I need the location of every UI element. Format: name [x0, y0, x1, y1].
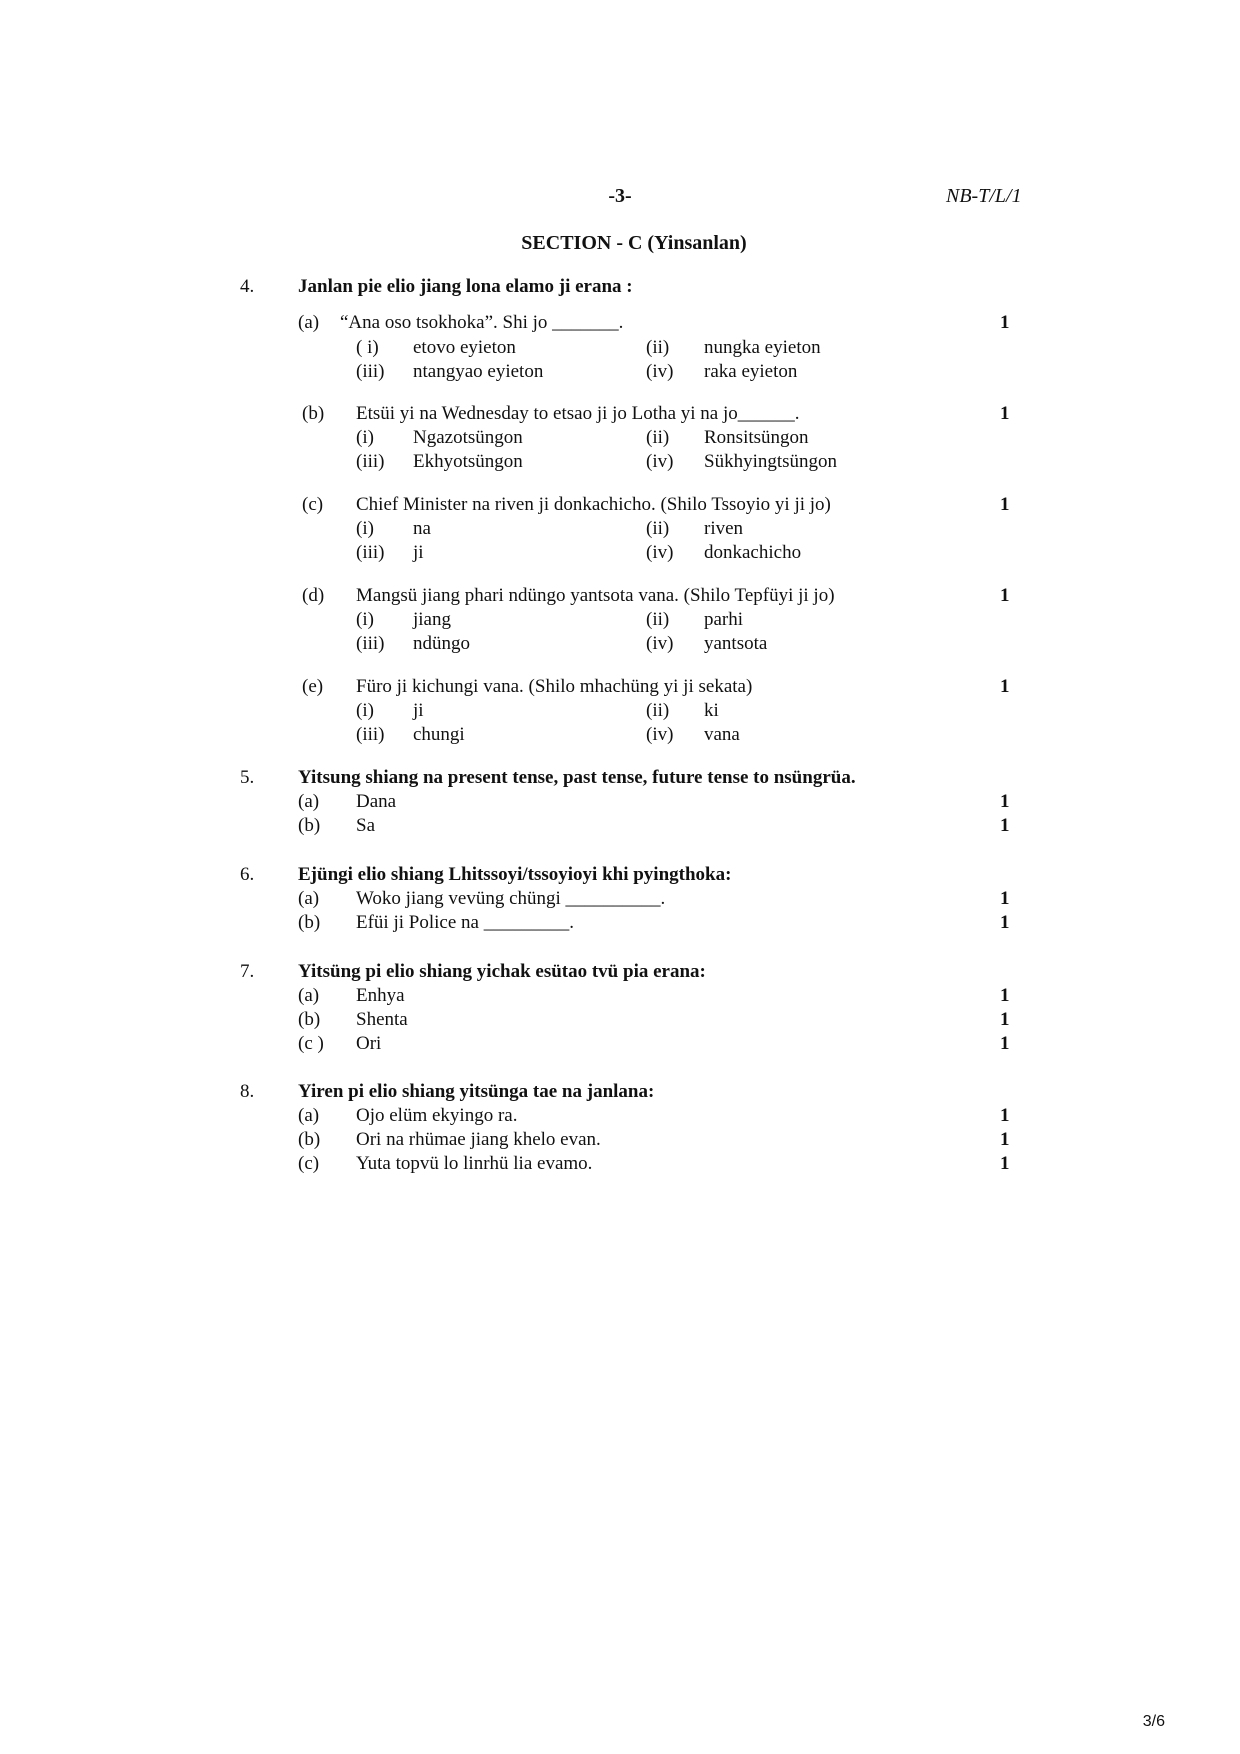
q4e-opt3-label: (iii) [356, 724, 385, 745]
q6a-label: (a) [298, 888, 320, 909]
q4e-opt1-label: (i) [356, 700, 374, 721]
q5b-marks: 1 [1000, 815, 1010, 836]
q4-prompt: Janlan pie elio jiang lona elamo ji erana : [298, 276, 633, 297]
q4e-opt4-label: (iv) [646, 724, 674, 745]
q4c-question: Chief Minister na riven ji donkachicho. (Shilo Tssoyio yi ji jo) [356, 494, 831, 515]
q4c-label: (c) [302, 494, 324, 515]
q5-number: 5. [240, 767, 255, 788]
q4e-opt2-text: ki [704, 700, 719, 721]
q4b-opt4-text: Sükhyingtsüngon [704, 451, 838, 472]
q4a-opt4-label: (iv) [646, 361, 674, 382]
q4c-opt1-text: na [413, 518, 431, 539]
q7-number: 7. [240, 961, 255, 982]
q7-prompt: Yitsüng pi elio shiang yichak esütao tvü pia erana: [298, 961, 706, 982]
q5a-marks: 1 [1000, 791, 1010, 812]
q6a-marks: 1 [1000, 888, 1010, 909]
q4a-opt1-label: ( i) [356, 337, 379, 358]
q4d-opt4-label: (iv) [646, 633, 674, 654]
q4c-opt2-text: riven [704, 518, 744, 539]
q4a-question: “Ana oso tsokhoka”. Shi jo _______. [340, 312, 624, 333]
q7c-label: (c ) [298, 1033, 324, 1054]
q4d-opt1-label: (i) [356, 609, 374, 630]
q4d-marks: 1 [1000, 585, 1010, 606]
q4e-label: (e) [302, 676, 324, 697]
q4e-opt4-text: vana [704, 724, 740, 745]
q6a-text: Woko jiang vevüng chüngi __________. [356, 888, 666, 909]
q6b-text: Efüi ji Police na _________. [356, 912, 574, 933]
q4b-question: Etsüi yi na Wednesday to etsao ji jo Lotha yi na jo______. [356, 403, 800, 424]
section-title: SECTION - C (Yinsanlan) [521, 232, 747, 254]
q4c-opt3-text: ji [413, 542, 424, 563]
q5b-text: Sa [356, 815, 375, 836]
q4c-opt4-label: (iv) [646, 542, 674, 563]
q4e-marks: 1 [1000, 676, 1010, 697]
q6b-label: (b) [298, 912, 321, 933]
q4a-label: (a) [298, 312, 320, 333]
q4a-opt3-text: ntangyao eyieton [413, 361, 544, 382]
q4a-marks: 1 [1000, 312, 1010, 333]
q4-number: 4. [240, 276, 255, 297]
q8b-label: (b) [298, 1129, 321, 1150]
q4a-opt3-label: (iii) [356, 361, 385, 382]
q7b-label: (b) [298, 1009, 321, 1030]
q7b-marks: 1 [1000, 1009, 1010, 1030]
q4d-opt4-text: yantsota [704, 633, 768, 654]
q4b-opt4-label: (iv) [646, 451, 674, 472]
q8c-label: (c) [298, 1153, 320, 1174]
q4d-opt2-label: (ii) [646, 609, 670, 630]
q5b-label: (b) [298, 815, 321, 836]
q4c-opt2-label: (ii) [646, 518, 670, 539]
q4d-opt3-label: (iii) [356, 633, 385, 654]
q4b-opt2-label: (ii) [646, 427, 670, 448]
q8a-text: Ojo elüm ekyingo ra. [356, 1105, 518, 1126]
q8c-marks: 1 [1000, 1153, 1010, 1174]
q8b-marks: 1 [1000, 1129, 1010, 1150]
q4b-label: (b) [302, 403, 325, 424]
q6b-marks: 1 [1000, 912, 1010, 933]
q7c-text: Ori [356, 1033, 382, 1054]
q8c-text: Yuta topvü lo linrhü lia evamo. [356, 1153, 593, 1174]
q4b-opt1-label: (i) [356, 427, 374, 448]
q4a-opt1-text: etovo eyieton [413, 337, 516, 358]
q5a-label: (a) [298, 791, 320, 812]
page-count: 3/6 [1142, 1713, 1165, 1730]
q5a-text: Dana [356, 791, 397, 812]
q4d-opt2-text: parhi [704, 609, 744, 630]
q6-prompt: Ejüngi elio shiang Lhitssoyi/tssoyioyi khi pyingthoka: [298, 864, 732, 885]
q5-prompt: Yitsung shiang na present tense, past tense, future tense to nsüngrüa. [298, 767, 856, 788]
q7a-label: (a) [298, 985, 320, 1006]
page-marker: -3- [608, 185, 632, 207]
q4d-opt3-text: ndüngo [413, 633, 470, 654]
q4a-opt4-text: raka eyieton [704, 361, 798, 382]
q8b-text: Ori na rhümae jiang khelo evan. [356, 1129, 601, 1150]
q4d-label: (d) [302, 585, 325, 606]
q8-prompt: Yiren pi elio shiang yitsünga tae na janlana: [298, 1081, 655, 1102]
q8a-label: (a) [298, 1105, 320, 1126]
q4c-marks: 1 [1000, 494, 1010, 515]
q4d-question: Mangsü jiang phari ndüngo yantsota vana. (Shilo Tepfüyi ji jo) [356, 585, 835, 606]
q4b-opt1-text: Ngazotsüngon [413, 427, 523, 448]
q7b-text: Shenta [356, 1009, 408, 1030]
q4e-opt2-label: (ii) [646, 700, 670, 721]
q4e-opt3-text: chungi [413, 724, 465, 745]
q4b-opt2-text: Ronsitsüngon [704, 427, 809, 448]
q4b-opt3-text: Ekhyotsüngon [413, 451, 523, 472]
q4a-opt2-text: nungka eyieton [704, 337, 821, 358]
q4c-opt1-label: (i) [356, 518, 374, 539]
q4e-opt1-text: ji [413, 700, 424, 721]
q4c-opt3-label: (iii) [356, 542, 385, 563]
q6-number: 6. [240, 864, 255, 885]
q4b-opt3-label: (iii) [356, 451, 385, 472]
q4d-opt1-text: jiang [413, 609, 451, 630]
q4a-opt2-label: (ii) [646, 337, 670, 358]
q4b-marks: 1 [1000, 403, 1010, 424]
q8a-marks: 1 [1000, 1105, 1010, 1126]
q7c-marks: 1 [1000, 1033, 1010, 1054]
q4e-question: Füro ji kichungi vana. (Shilo mhachüng yi ji sekata) [356, 676, 753, 697]
paper-code: NB-T/L/1 [946, 185, 1022, 207]
q7a-text: Enhya [356, 985, 405, 1006]
q8-number: 8. [240, 1081, 255, 1102]
q4c-opt4-text: donkachicho [704, 542, 802, 563]
q7a-marks: 1 [1000, 985, 1010, 1006]
